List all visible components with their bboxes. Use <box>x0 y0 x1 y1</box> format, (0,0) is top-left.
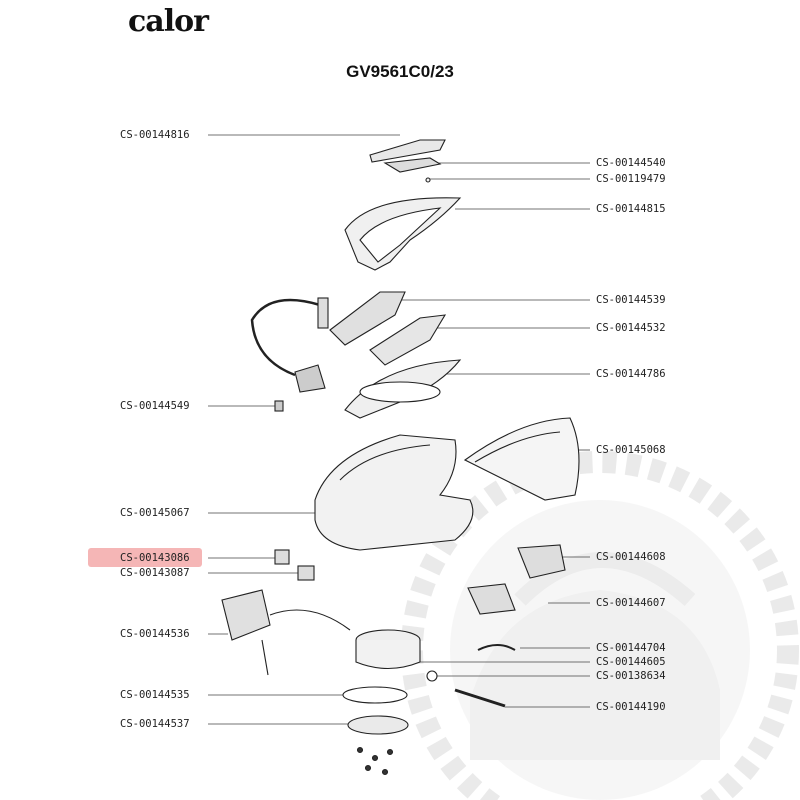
part-label[interactable]: CS-00144605 <box>596 656 666 668</box>
part-label[interactable]: CS-00144549 <box>120 400 190 412</box>
part-label[interactable]: CS-00144536 <box>120 628 190 640</box>
part-label[interactable]: CS-00138634 <box>596 670 666 682</box>
part-label[interactable]: CS-00144815 <box>596 203 666 215</box>
part-label[interactable]: CS-00144607 <box>596 597 666 609</box>
part-label[interactable]: CS-00144539 <box>596 294 666 306</box>
part-label-highlighted[interactable]: CS-00143086 <box>120 552 190 564</box>
brand-logo: calor <box>128 4 208 39</box>
part-label[interactable]: CS-00143087 <box>120 567 190 579</box>
part-label[interactable]: CS-00144190 <box>596 701 666 713</box>
part-label[interactable]: CS-00144537 <box>120 718 190 730</box>
part-label[interactable]: CS-00144532 <box>596 322 666 334</box>
part-label[interactable]: CS-00144608 <box>596 551 666 563</box>
part-label[interactable]: CS-00144816 <box>120 129 190 141</box>
part-label[interactable]: CS-00119479 <box>596 173 666 185</box>
part-label[interactable]: CS-00144535 <box>120 689 190 701</box>
model-number: GV9561C0/23 <box>346 62 454 81</box>
part-label[interactable]: CS-00144786 <box>596 368 666 380</box>
part-label[interactable]: CS-00145068 <box>596 444 666 456</box>
part-label[interactable]: CS-00144704 <box>596 642 666 654</box>
part-label[interactable]: CS-00144540 <box>596 157 666 169</box>
part-label[interactable]: CS-00145067 <box>120 507 190 519</box>
